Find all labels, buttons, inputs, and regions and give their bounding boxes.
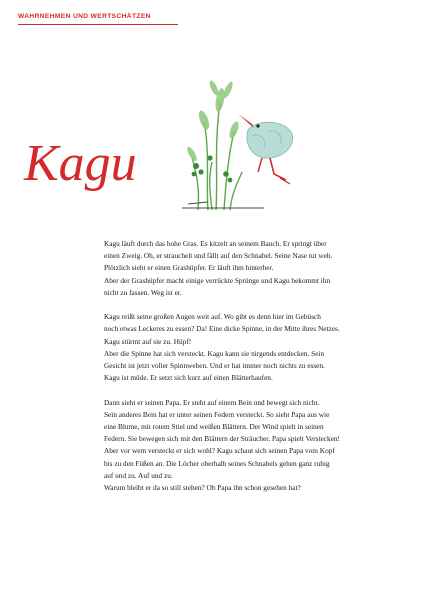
text-line: noch etwas Leckeres zu essen? Da! Eine dicke Spinne, in der Mitte ihres Netzes. [104,324,340,334]
bird-icon [238,114,293,184]
text-line: Sein anderes Bein hat er unter seinen Federn versteckt. So sieht Papa aus wie [104,409,330,419]
text-line: Dann sieht er seinen Papa. Er steht auf einem Bein und bewegt sich nicht. [104,397,320,407]
text-line: nicht zu fassen. Weg ist er. [104,287,182,297]
kagu-bird-illustration [168,62,308,212]
text-line: Federn. Sie bewegen sich mit den Blättern der Sträucher. Papa spielt Verstecken! [104,434,340,444]
text-line: Aber die Spinne hat sich versteckt. Kagu kann sie nirgends entdecken. Sein [104,348,325,358]
text-line: Warum bleibt er da so still stehen? Ob Papa ihn schon gesehen hat? [104,483,301,493]
story-text [104,238,404,506]
text-line: Kagu ist müde. Er setzt sich kurz auf einen Blätterhaufen. [104,373,273,383]
paragraph-3 [104,397,404,495]
paragraph-2 [104,311,404,384]
text-line: Kagu läuft durch das hohe Gras. Es kitzelt an seinem Bauch. Er springt über [104,239,327,248]
text-line: Aber der Grashüpfer macht einige verrückte Sprünge und Kagu bekommt ihn [104,275,331,285]
text-line: Gesicht ist jetzt voller Spinnweben. Und er hat immer noch nichts zu essen. [104,361,325,371]
text-line: auf und zu. Auf und zu. [104,470,173,480]
text-line: einen Zweig. Oh, er strauchelt und fällt auf den Schnabel. Seine Nase tut weh. [104,251,333,261]
text-line: eine Blume, mit rotem Stiel und weißen Blättern. Der Wind spielt in seinen [104,422,324,432]
ground-icon [182,202,264,208]
page-title: Kagu [24,135,137,192]
text-line: bis zu den Füßen an. Die Löcher oberhalb seines Schnabels gehen ganz ruhig [104,458,330,468]
text-line: Kagu stürmt auf sie zu. Hüpf! [104,336,192,346]
text-line: Kagu reißt seine großen Augen weit auf. Wo gibt es denn hier im Gebüsch [104,312,321,322]
text-line: Aber vor wem versteckt er sich wohl? Kagu schaut sich seinen Papa vom Kopf [104,446,335,456]
paragraph-1 [104,238,404,299]
text-line: Plötzlich sieht er einen Grashüpfer. Er läuft ihm hinterher. [104,263,274,273]
section-header: WAHRNEHMEN UND WERTSCHÄTZEN [18,13,151,20]
fern-icon [185,79,240,162]
header-divider [18,24,178,25]
